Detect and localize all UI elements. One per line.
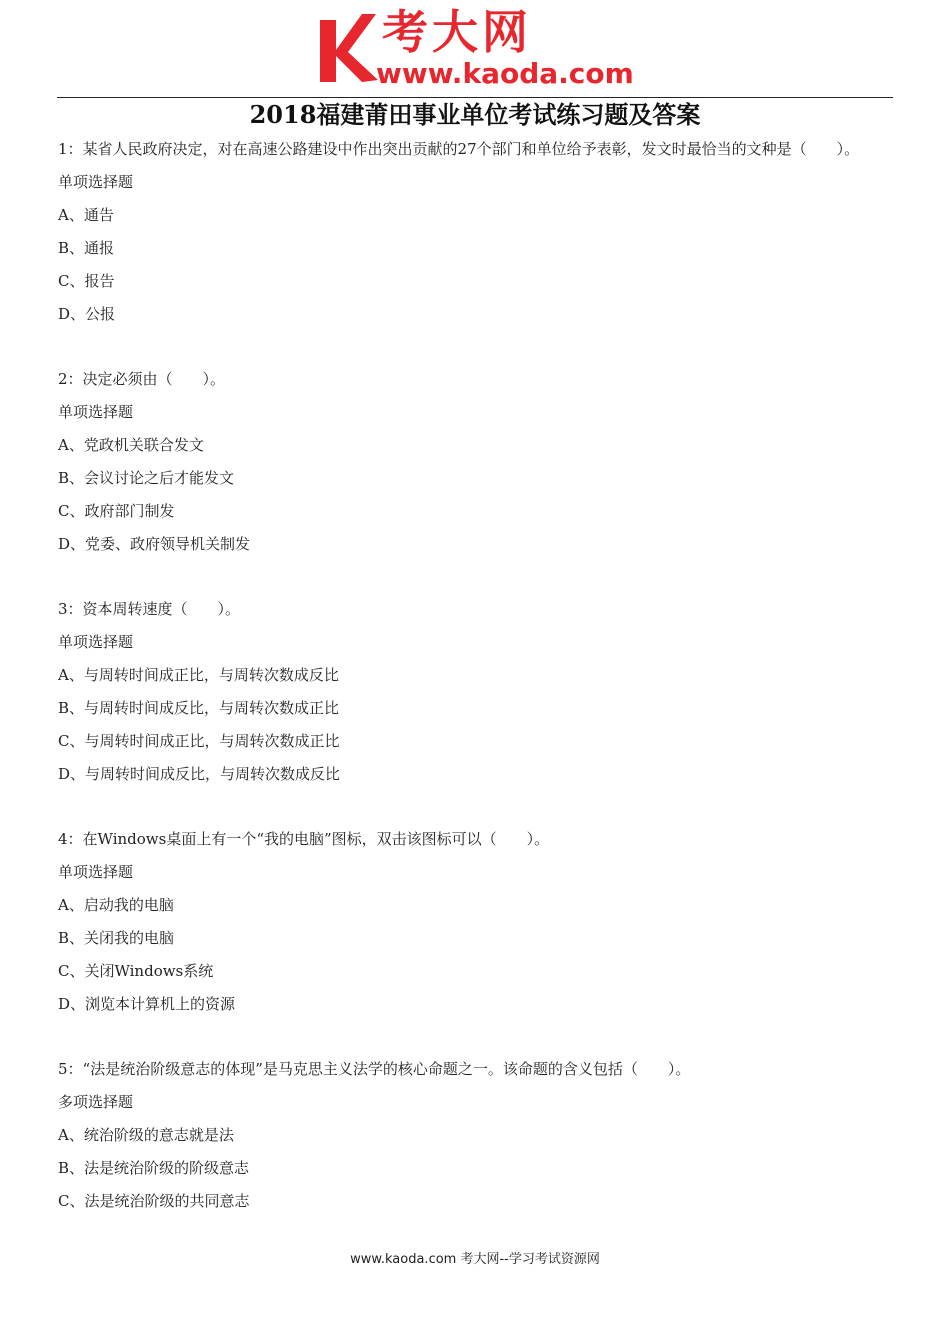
option-b: B、会议讨论之后才能发文: [58, 469, 235, 487]
option-a: A、党政机关联合发文: [58, 436, 204, 454]
question-text: 4：在Windows桌面上有一个“我的电脑”图标，双击该图标可以（ ）。: [58, 830, 550, 848]
page-footer: www.kaoda.com 考大网--学习考试资源网: [350, 1252, 600, 1267]
question-text: 2：决定必须由（ ）。: [58, 370, 226, 388]
option-d: D、与周转时间成反比，与周转次数成反比: [58, 765, 341, 783]
option-d: D、公报: [58, 305, 116, 323]
question-2: [58, 370, 888, 553]
option-d: D、浏览本计算机上的资源: [58, 995, 236, 1013]
question-list: [58, 140, 888, 1210]
option-c: C、政府部门制发: [58, 502, 175, 520]
question-type: 单项选择题: [58, 403, 134, 421]
option-a: A、启动我的电脑: [58, 896, 174, 914]
question-4: [58, 830, 888, 1013]
site-logo: [318, 5, 638, 90]
question-1: [58, 140, 888, 323]
question-text: 1：某省人民政府决定，对在高速公路建设中作出突出贡献的27个部门和单位给予表彰，发文时最恰当的文种是（ ）。: [58, 140, 860, 158]
option-c: C、报告: [58, 272, 115, 290]
option-c: C、关闭Windows系统: [58, 962, 214, 980]
question-type: 单项选择题: [58, 173, 134, 191]
logo-url-text: www.kaoda.com: [376, 57, 634, 90]
option-a: A、通告: [58, 206, 114, 224]
question-type: 单项选择题: [58, 633, 134, 651]
option-d: D、党委、政府领导机关制发: [58, 535, 251, 553]
question-3: [58, 600, 888, 783]
option-c: C、法是统治阶级的共同意志: [58, 1192, 250, 1210]
question-5: [58, 1060, 888, 1210]
question-type: 多项选择题: [58, 1093, 134, 1111]
option-b: B、与周转时间成反比，与周转次数成正比: [58, 699, 340, 717]
header-divider: [57, 97, 893, 98]
option-b: B、关闭我的电脑: [58, 929, 175, 947]
document-title: 2018福建莆田事业单位考试练习题及答案: [249, 100, 701, 129]
option-a: A、与周转时间成正比，与周转次数成反比: [58, 666, 339, 684]
option-b: B、法是统治阶级的阶级意志: [58, 1159, 250, 1177]
logo-chinese-text: 考大网: [382, 5, 532, 59]
question-type: 单项选择题: [58, 863, 134, 881]
option-a: A、统治阶级的意志就是法: [58, 1126, 234, 1144]
k-logo-icon: [318, 10, 380, 84]
option-c: C、与周转时间成正比，与周转次数成正比: [58, 732, 340, 750]
question-text: 3：资本周转速度（ ）。: [58, 600, 241, 618]
option-b: B、通报: [58, 239, 115, 257]
question-text: 5：“法是统治阶级意志的体现”是马克思主义法学的核心命题之一。该命题的含义包括（ ）。: [58, 1060, 691, 1078]
